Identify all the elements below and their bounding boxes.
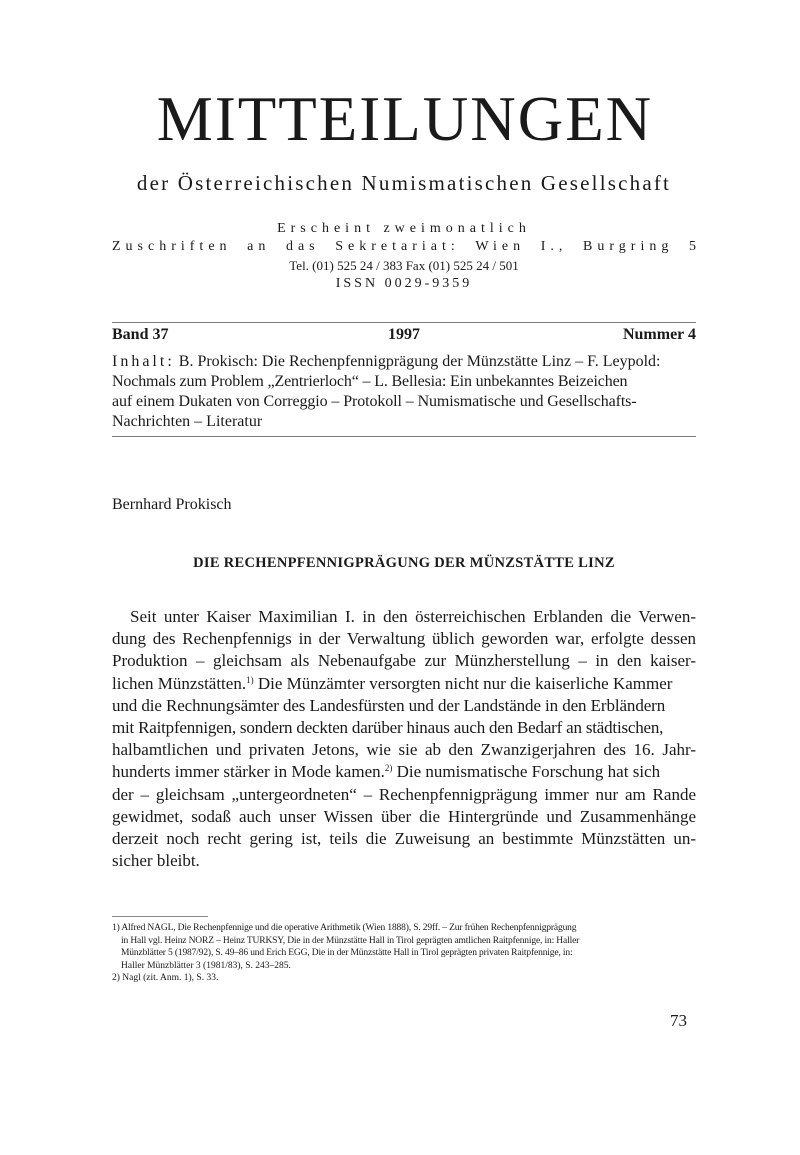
footnote-rule (112, 916, 208, 917)
body-line: Produktion – gleichsam als Nebenaufgabe zur Münzherstellung – in den kaiser- (112, 651, 696, 671)
body-line: und die Rechnungsämter des Landesfürsten und der Landstände in den Erbländern (112, 695, 666, 715)
toc-line: Nachrichten – Literatur (112, 413, 263, 430)
body-line: dung des Rechenpfennigs in der Verwaltung üblich geworden war, erfolgte dessen (112, 629, 696, 649)
address-word: Wien (475, 239, 526, 254)
issue-row (112, 326, 696, 348)
article-title: DIE RECHENPFENNIGPRÄGUNG DER MÜNZSTÄTTE LINZ (193, 555, 615, 571)
body-line: sicher bleibt. (112, 851, 200, 871)
issn-line: ISSN 0029-9359 (335, 276, 473, 291)
toc-text: B. Prokisch: Die Rechenpfennigprägung der Münzstätte Linz – F. Leypold: (174, 353, 661, 370)
body-text: lichen Münzstätten. (112, 673, 247, 693)
footnote-line: 1) Alfred NAGL, Die Rechenpfennige und die operative Arithmetik (Wien 1888), S. 29ff. – Zur frühen Rechenpfennigprägung (112, 923, 577, 933)
body-line: der – gleichsam „untergeordneten“ – Rechenpfennigprägung immer nur am Rande (112, 784, 696, 804)
address-word: das (285, 239, 320, 254)
address-word: Burgring (583, 239, 674, 254)
article-author: Bernhard Prokisch (112, 496, 232, 513)
body-line: Seit unter Kaiser Maximilian I. in den österreichischen Erblanden die Verwen- (130, 607, 696, 626)
body-line: gewidmet, sodaß auch unser Wissen über die Hintergründe und Zusammenhänge (112, 806, 696, 826)
toc-label: Inhalt: (112, 353, 175, 370)
masthead-title: MITTEILUNGEN (156, 84, 654, 154)
address-word: Sekretariat: (335, 239, 460, 254)
body-line (112, 761, 696, 783)
bottom-rule (112, 436, 696, 437)
article-body (112, 606, 696, 872)
body-line: halbamtlichen und privaten Jetons, wie sie ab den Zwanzigerjahren des 16. Jahr- (112, 740, 696, 760)
body-line (112, 673, 696, 695)
address-word: an (247, 239, 271, 254)
address-word: Zuschriften (112, 239, 232, 254)
footnote-line: Münzblätter 5 (1987/92), S. 49–86 und Erich EGG, Die in der Münzstätte Hall in Tirol geprägten privaten Raitpfennige, in: (121, 948, 573, 959)
number-label: Nummer 4 (622, 326, 696, 343)
page-number: 73 (670, 1011, 687, 1030)
body-text: hunderts immer stärker in Mode kamen. (112, 762, 385, 782)
toc-line: auf einem Dukaten von Correggio – Protokoll – Numismatische und Gesellschafts- (112, 393, 637, 410)
body-line: mit Raitpfennigen, sondern deckten darüber hinaus auch den Bedarf an städtischen, (112, 717, 664, 737)
phone-line: Tel. (01) 525 24 / 383 Fax (01) 525 24 / 501 (289, 258, 519, 273)
body-text: Die numismatische Forschung hat sich (392, 762, 661, 782)
year-label: 1997 (388, 326, 420, 343)
body-text: Die Münzämter versorgten nicht nur die kaiserliche Kammer (253, 673, 673, 693)
footnote-line: in Hall vgl. Heinz NORZ – Heinz TURKSY, Die in der Münzstätte Hall in Tirol geprägten amtlichen Raitpfennige, in: Haller (121, 935, 580, 946)
frequency-line: Erscheint zweimonatlich (277, 221, 531, 236)
masthead-subtitle: der Österreichischen Numismatischen Gesellschaft (136, 171, 672, 195)
footnote-line: Haller Münzblätter 3 (1981/83), S. 243–285. (121, 960, 291, 971)
table-of-contents (112, 352, 696, 432)
volume-label: Band 37 (112, 326, 169, 343)
footnote-ref-1[interactable]: 1) (246, 674, 254, 685)
footnote-line: 2) Nagl (zit. Anm. 1), S. 33. (112, 973, 219, 984)
address-word: 5 (688, 239, 696, 254)
footnote-ref-2[interactable]: 2) (384, 763, 393, 774)
address-word: I., (540, 239, 568, 254)
toc-line: Nochmals zum Problem „Zentrierloch“ – L. Bellesia: Ein unbekanntes Beizeichen (112, 373, 628, 390)
toc-line (112, 352, 696, 372)
footnotes (112, 922, 696, 985)
body-line: derzeit noch recht gering ist, teils die Zuweisung an bestimmte Münzstätten un- (112, 828, 696, 848)
address-line (112, 237, 696, 257)
top-rule (112, 322, 696, 323)
